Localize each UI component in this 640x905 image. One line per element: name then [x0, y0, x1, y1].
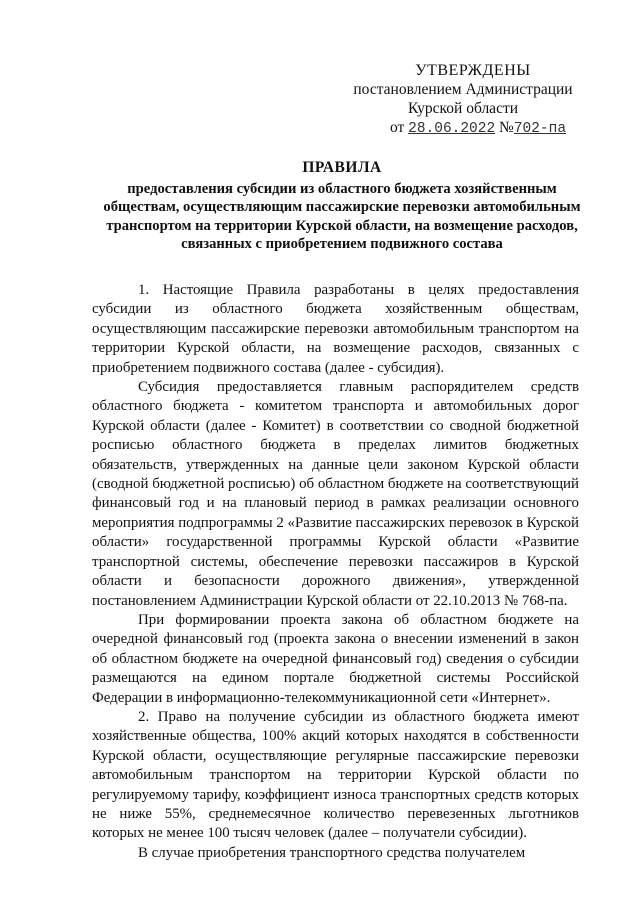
paragraph-1: 1. Настоящие Правила разработаны в целях предоставления субсидии из областного бюджета хозяйственным обществам, осуществляющим пассажирские перевозки автомобильным транспортом на территории Курской области, на возмещение расходов, связанных с приобретением подвижного состава (далее - субсидия).: [92, 282, 579, 376]
approval-number-sign: №: [499, 119, 514, 136]
document-subtitle: предоставления субсидии из областного бюджета хозяйственным обществам, осуществляющим пассажирские перевозки автомобильным транспортом на территории Курской области, на возмещение расходов, связанных с приобретением подвижного состава: [103, 180, 581, 252]
document-title: ПРАВИЛА: [302, 159, 382, 176]
document-title-block: [92, 159, 592, 254]
paragraph-3: При формировании проекта закона об областном бюджете на очередной финансовый год (проекта закона о внесении изменений в закон об областном бюджете на очередной финансовый год) сведения о субсидии размещаются на едином портале бюджетной системы Российской Федерации в информационно-телекоммуникационной сети «Интернет».: [92, 611, 579, 706]
paragraph-4: 2. Право на получение субсидии из областного бюджета имеют хозяйственные общества, 100% акций которых находятся в собственности Курской области, осуществляющие регулярные пассажирские перевозки автомобильным транспортом на территории Курской области по регулируемому тарифу, коэффициент износа транспортных средств которых не ниже 55%, среднемесячное количество перевезенных льготников которых не менее 100 тысяч человек (далее – получатели субсидии).: [92, 708, 579, 842]
paragraph-5: В случае приобретения транспортного средства получателем: [138, 844, 526, 861]
approval-number: 702-па: [513, 121, 567, 137]
approval-date-line: [343, 118, 583, 139]
approval-heading: УТВЕРЖДЕНЫ: [415, 62, 531, 79]
paragraph-2: Субсидия предоставляется главным распорядителем средств областного бюджета - комитетом транспорта и автомобильных дорог Курской области (далее - Комитет) в соответствии со сводной бюджетной росписью областного бюджета в пределах лимитов бюджетных обязательств, утвержденных на данные цели законом Курской области (сводной бюджетной росписью) об областном бюджете на соответствующий финансовый год и на плановый период в рамках реализации основного мероприятия подпрограммы 2 «Развитие пассажирских перевозок в Курской области» государственной программы Курской области «Развитие транспортной системы, обеспечение перевозки пассажиров в Курской области и безопасности дорожного движения», утвержденной постановлением Администрации Курской области от 22.10.2013 № 768-па.: [92, 379, 579, 609]
approval-stamp: [343, 61, 583, 139]
approval-date-prefix: от: [389, 119, 405, 136]
approval-line-2: Курской области: [407, 100, 519, 117]
approval-date: 28.06.2022: [408, 121, 496, 137]
document-body: [92, 281, 579, 863]
approval-line-1: постановлением Администрации: [353, 81, 573, 98]
